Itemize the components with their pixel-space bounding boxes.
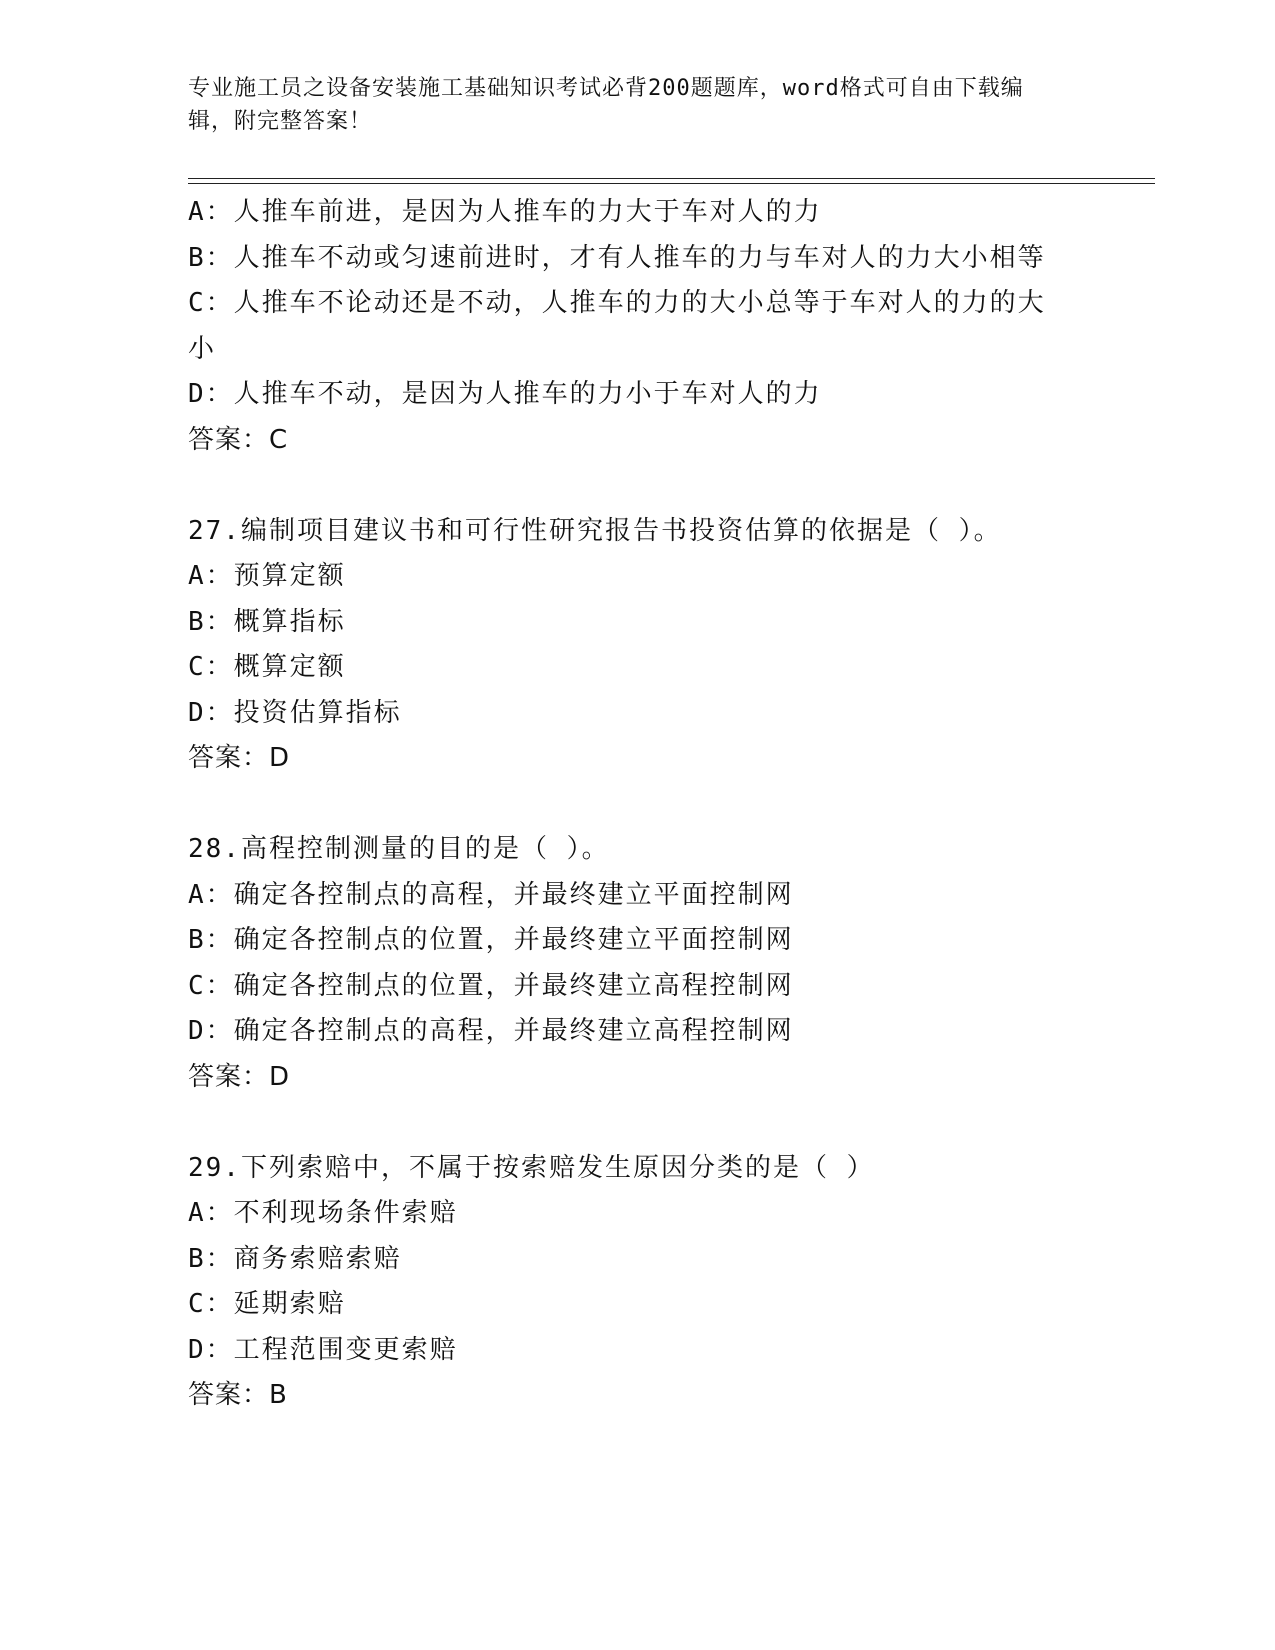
question-26-block	[188, 190, 1088, 463]
document-header: 专业施工员之设备安装施工基础知识考试必背200题题库，word格式可自由下载编辑，附完整答案！	[188, 76, 1024, 134]
question-26-option-b: B：人推车不动或匀速前进时，才有人推车的力与车对人的力大小相等	[188, 242, 1046, 273]
question-28-answer: 答案：D	[188, 1061, 291, 1092]
question-27-option-c: C：概算定额	[188, 652, 346, 682]
question-27-option-d: D：投资估算指标	[188, 697, 402, 728]
question-29-answer: 答案：B	[188, 1380, 288, 1410]
question-26-option-a: A：人推车前进，是因为人推车的力大于车对人的力	[188, 197, 822, 227]
question-28-option-c: C：确定各控制点的位置，并最终建立高程控制网	[188, 970, 794, 1001]
question-26-option-c: C：人推车不论动还是不动，人推车的力的大小总等于车对人的力的大小	[188, 288, 1046, 364]
header-divider-bottom	[188, 183, 1155, 184]
question-26-answer: 答案：C	[188, 424, 289, 455]
spacer	[188, 782, 1088, 828]
question-28-text: 28.高程控制测量的目的是（ ）。	[188, 834, 610, 864]
question-26-option-d: D：人推车不动，是因为人推车的力小于车对人的力	[188, 379, 822, 409]
question-29-option-b: B：商务索赔索赔	[188, 1243, 402, 1274]
question-28-option-b: B：确定各控制点的位置，并最终建立平面控制网	[188, 925, 794, 955]
question-list	[188, 190, 1088, 1419]
question-27-option-b: B：概算指标	[188, 606, 346, 637]
question-27-option-a: A：预算定额	[188, 561, 346, 591]
question-29-option-c: C：延期索赔	[188, 1289, 346, 1319]
question-27-answer: 答案：D	[188, 743, 291, 773]
question-28-option-d: D：确定各控制点的高程，并最终建立高程控制网	[188, 1016, 794, 1046]
question-28-option-a: A：确定各控制点的高程，并最终建立平面控制网	[188, 879, 794, 910]
spacer	[188, 1100, 1088, 1146]
question-29-option-d: D：工程范围变更索赔	[188, 1334, 458, 1365]
spacer	[188, 463, 1088, 509]
question-27-block	[188, 509, 1088, 782]
question-29-text: 29.下列索赔中，不属于按索赔发生原因分类的是（ ）	[188, 1152, 875, 1183]
header-divider-top	[188, 178, 1155, 179]
question-27-text: 27.编制项目建议书和可行性研究报告书投资估算的依据是（ ）。	[188, 515, 1002, 546]
question-29-block	[188, 1146, 1088, 1419]
question-29-option-a: A：不利现场条件索赔	[188, 1198, 458, 1228]
question-28-block	[188, 827, 1088, 1100]
